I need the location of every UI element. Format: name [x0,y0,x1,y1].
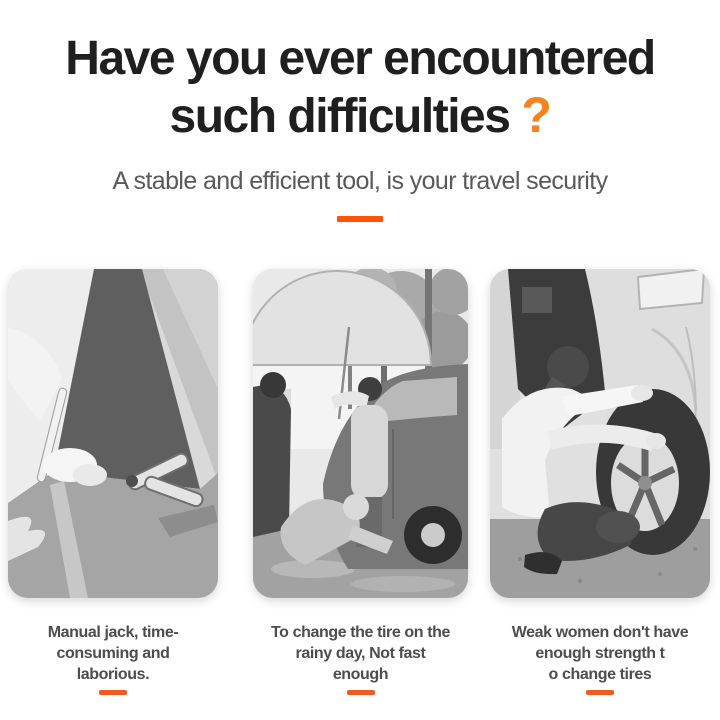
rainy-day-photo-svg [253,269,468,598]
page-title [0,30,720,145]
caption-underline [347,690,375,695]
photo-manual-jack-illustration [8,269,218,598]
caption-manual-jack [8,622,218,695]
title-line-1: Have you ever encountered [65,32,655,85]
caption-line: enough [332,666,389,683]
difficulty-cards [0,269,720,695]
card-manual-jack [8,269,218,695]
caption-woman-tire [490,622,710,695]
section-header [0,0,720,222]
card-rainy-day [253,269,468,695]
caption-line: Manual jack, time- [47,624,179,641]
question-mark-accent: ? [521,87,551,143]
manual-jack-photo-svg [8,269,218,598]
caption-line: To change the tire on the [270,624,451,641]
woman-tire-photo-svg [490,269,710,598]
card-woman-tire [490,269,710,695]
caption-line: enough strength t [535,645,665,662]
caption-underline [586,690,614,695]
caption-underline [99,690,127,695]
photo-woman-tire-illustration [490,269,710,598]
caption-line: consuming and [56,645,170,662]
photo-rainy-day-illustration [253,269,468,598]
caption-line: rainy day, Not fast [295,645,426,662]
caption-line: laborious. [76,666,150,683]
caption-rainy-day [253,622,468,695]
caption-line: Weak women don't have [511,624,689,641]
accent-divider [337,216,383,222]
subtitle: A stable and efficient tool, is your travel security [112,167,608,195]
caption-line: o change tires [548,666,652,683]
title-line-2: such difficulties [169,90,510,143]
